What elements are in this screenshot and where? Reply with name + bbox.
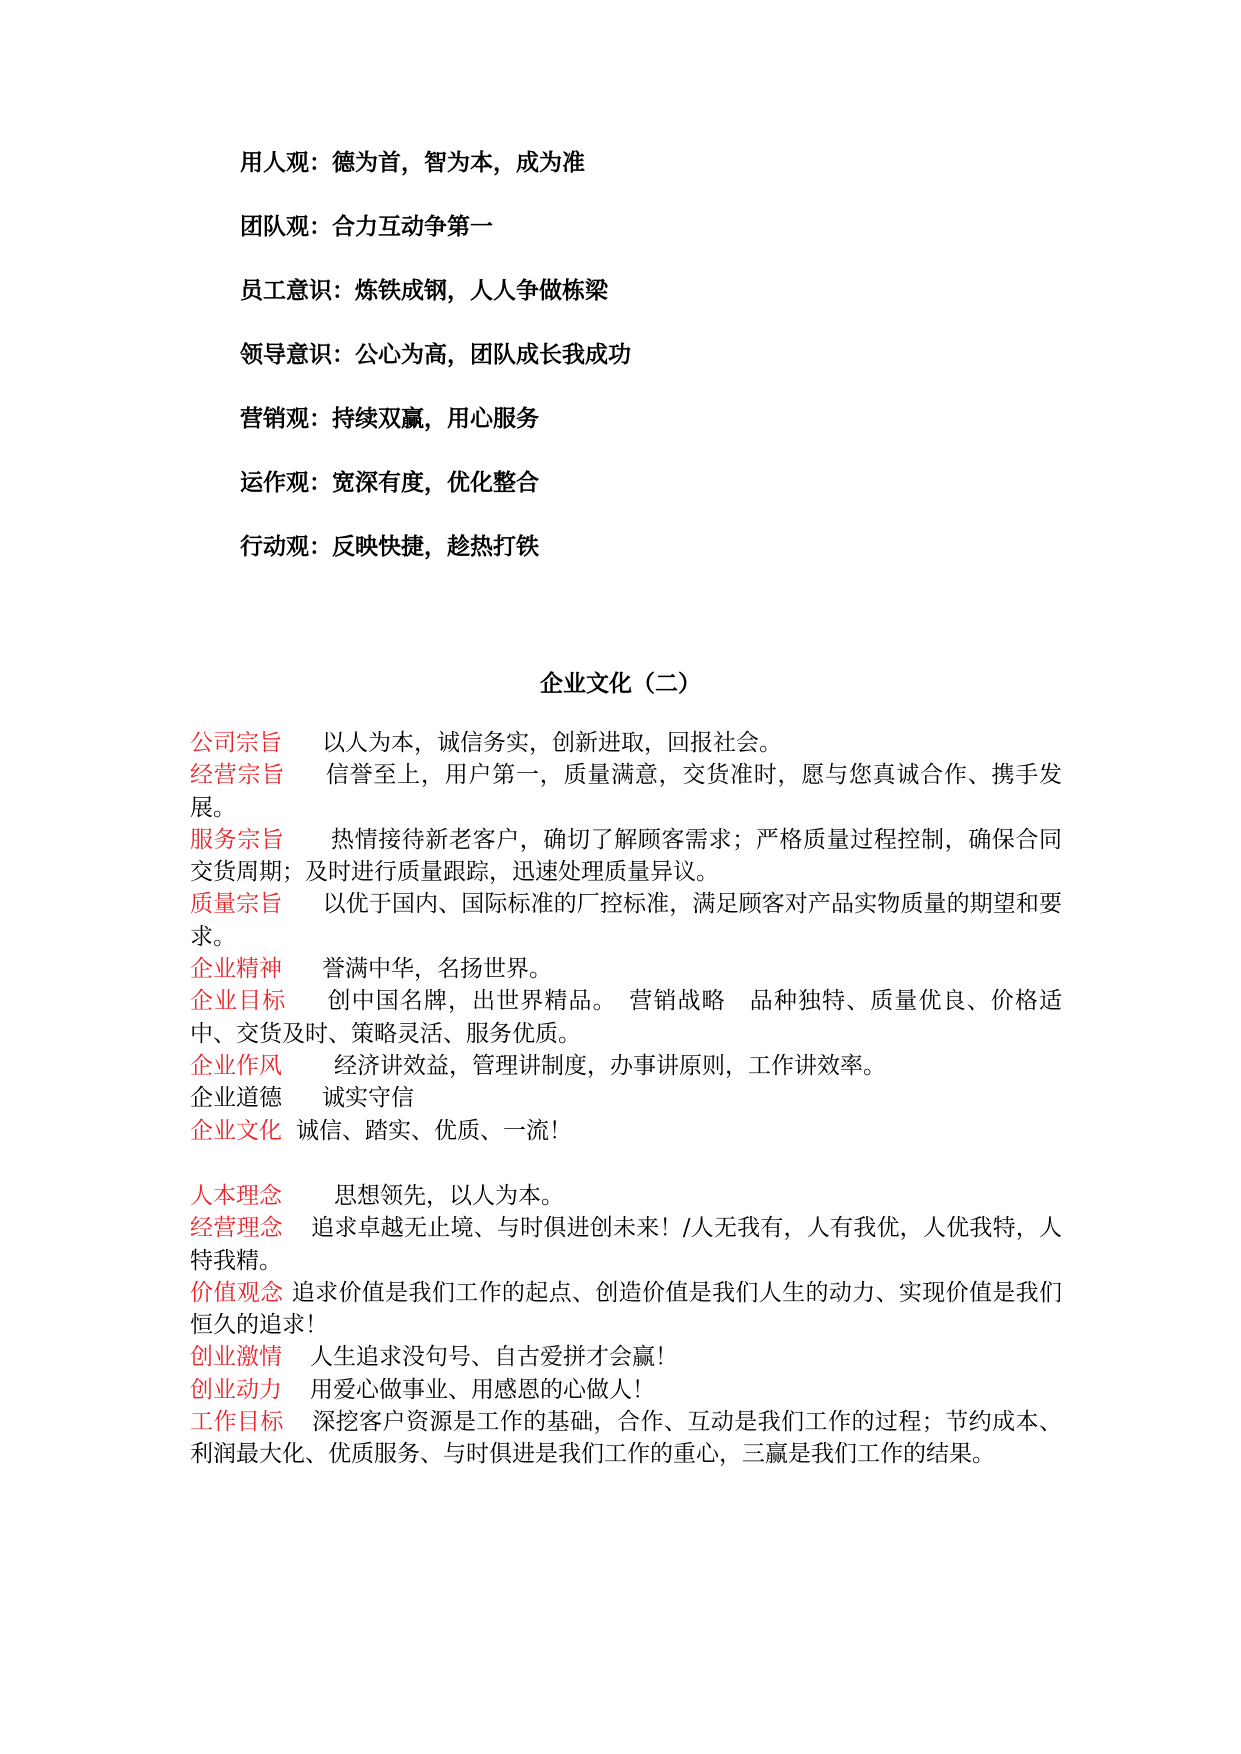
entry-label: 价值观念 xyxy=(190,1279,284,1306)
entry-label: 工作目标 xyxy=(190,1409,284,1436)
entry-label: 企业文化 xyxy=(190,1117,282,1144)
entry-text: 以优于国内、国际标准的厂控标准，满足顾客对产品实物质量的期望和要求。 xyxy=(190,891,1063,950)
entry xyxy=(190,1082,1062,1114)
value-line-leader: 领导意识：公心为高，团队成长我成功 xyxy=(240,342,631,368)
entry-label: 经营理念 xyxy=(190,1215,283,1242)
entry xyxy=(190,1406,1062,1471)
entry-text: 追求价值是我们工作的起点、创造价值是我们人生的动力、实现价值是我们恒久的追求！ xyxy=(190,1279,1063,1339)
entry-label: 经营宗旨 xyxy=(190,762,286,789)
entry xyxy=(190,888,1062,953)
entry xyxy=(190,1277,1062,1342)
entry-label: 质量宗旨 xyxy=(190,891,283,918)
culture-block-2 xyxy=(190,1180,1062,1471)
entry xyxy=(190,1212,1062,1277)
entry-text: 以人为本，诚信务实，创新进取，回报社会。 xyxy=(322,730,782,756)
entry xyxy=(190,727,1062,759)
entry-label: 人本理念 xyxy=(190,1183,282,1209)
value-line-staff: 员工意识：炼铁成钢，人人争做栋梁 xyxy=(240,278,608,304)
entry-text: 思想领先，以人为本。 xyxy=(334,1183,564,1209)
entry-text: 用爱心做事业、用感恩的心做人！ xyxy=(310,1376,655,1403)
entry-label: 公司宗旨 xyxy=(190,730,282,756)
culture-block-1 xyxy=(190,727,1062,1147)
entry xyxy=(190,953,1062,985)
section-title: 企业文化（二） xyxy=(540,671,701,697)
value-line-action: 行动观：反映快捷，趁热打铁 xyxy=(240,534,539,560)
value-line-people: 用人观：德为首，智为本，成为准 xyxy=(240,150,585,176)
entry xyxy=(190,759,1062,824)
entry xyxy=(190,1341,1062,1373)
entry-text: 誉满中华，名扬世界。 xyxy=(322,956,552,983)
value-line-operation: 运作观：宽深有度，优化整合 xyxy=(240,470,539,496)
value-line-marketing: 营销观：持续双赢，用心服务 xyxy=(240,406,539,432)
entry-text: 诚实守信 xyxy=(322,1085,414,1112)
entry xyxy=(190,824,1062,889)
entry-text: 诚信、踏实、优质、一流！ xyxy=(296,1117,572,1144)
entry-label: 服务宗旨 xyxy=(190,826,285,853)
entry-label: 企业目标 xyxy=(190,988,287,1015)
entry-label: 企业道德 xyxy=(190,1085,282,1112)
entry xyxy=(190,1180,1062,1212)
entry-text: 经济讲效益，管理讲制度，办事讲原则，工作讲效率。 xyxy=(334,1052,886,1079)
entry-text: 创中国名牌，出世界精品。 营销战略 品种独特、质量优良、价格适中、交货及时、策略灵活、服务优质。 xyxy=(190,988,1063,1047)
entry-text: 信誉至上，用户第一，质量满意，交货准时，愿与您真诚合作、携手发展。 xyxy=(190,762,1063,821)
entry-label: 企业作风 xyxy=(190,1052,282,1079)
entry-text: 追求卓越无止境、与时俱进创未来！/人无我有，人有我优，人优我特，人特我精。 xyxy=(190,1215,1063,1274)
entry-label: 企业精神 xyxy=(190,956,282,983)
value-line-team: 团队观：合力互动争第一 xyxy=(240,214,493,240)
values-list xyxy=(240,146,631,594)
entry-label: 创业激情 xyxy=(190,1344,282,1371)
entry-label: 创业动力 xyxy=(190,1376,282,1403)
entry-text: 深挖客户资源是工作的基础，合作、互动是我们工作的过程；节约成本、利润最大化、优质服务、与时俱进是我们工作的重心，三赢是我们工作的结果。 xyxy=(190,1409,1063,1468)
entry xyxy=(190,1050,1062,1082)
entry-text: 人生追求没句号、自古爱拼才会赢！ xyxy=(310,1344,678,1371)
entry xyxy=(190,985,1062,1050)
entry xyxy=(190,1115,1062,1147)
entry-text: 热情接待新老客户，确切了解顾客需求；严格质量过程控制，确保合同交货周期；及时进行质量跟踪，迅速处理质量异议。 xyxy=(190,826,1063,886)
entry xyxy=(190,1374,1062,1406)
